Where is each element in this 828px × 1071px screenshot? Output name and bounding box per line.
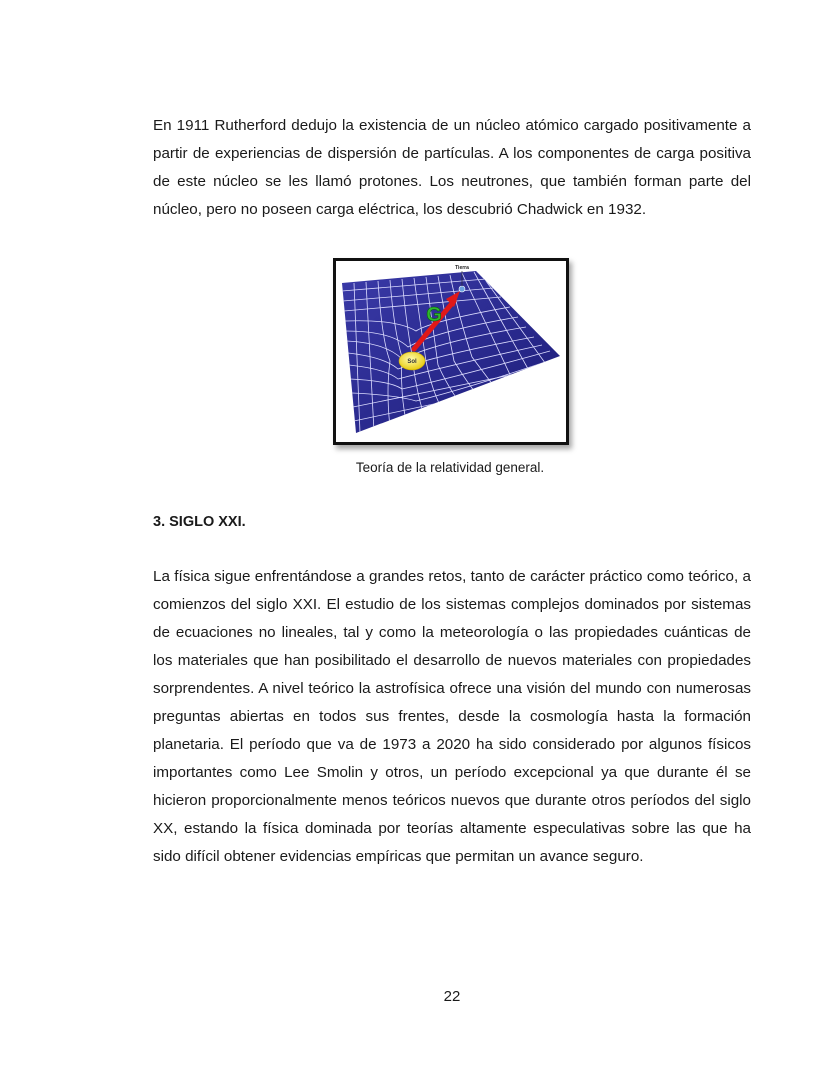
sun-label: Sol — [407, 359, 417, 365]
figure-caption: Teoría de la relatividad general. — [355, 460, 545, 475]
spacetime-grid-illustration — [336, 261, 566, 442]
gravity-g-label: G — [426, 304, 442, 326]
intro-paragraph: En 1911 Rutherford dedujo la existencia de un núcleo atómico cargado positivamente a partir de experiencias de dispersión de partículas. A los componentes de carga positiva de este núcleo se les llamó protones. Los neutrones, que también forman parte del núcleo, pero no poseen carga eléctrica, los descubrió Chadwick en 1932. — [153, 117, 751, 218]
relativity-figure — [333, 258, 569, 445]
page-number: 22 — [443, 988, 461, 1005]
section-heading: 3. SIGLO XXI. — [153, 514, 246, 530]
earth-icon — [459, 286, 465, 292]
spacetime-sheet — [342, 271, 560, 433]
earth-label: Tierra — [455, 265, 469, 271]
section-paragraph: La física sigue enfrentándose a grandes retos, tanto de carácter práctico como teórico, a comienzos del siglo XXI. El estudio de los sistemas complejos dominados por sistemas de ecuaciones no lineales, tal y como la meteorología o las propiedades cuánticas de los materiales que han posibilitado el desarrollo de nuevos materiales con propiedades sorprendentes. A nivel teórico la astrofísica ofrece una visión del mundo con numerosas preguntas abiertas en todos sus frentes, desde la cosmología hasta la formación planetaria. El período que va de 1973 a 2020 ha sido considerado por algunos físicos importantes como Lee Smolin y otros, un período excepcional ya que durante él se hicieron proporcionalmente menos teóricos nuevos que durante otros períodos del siglo XX, estando la física dominada por teorías altamente especulativas sobre las que ha sido difícil obtener evidencias empíricas que permitan un avance seguro. — [153, 568, 751, 865]
